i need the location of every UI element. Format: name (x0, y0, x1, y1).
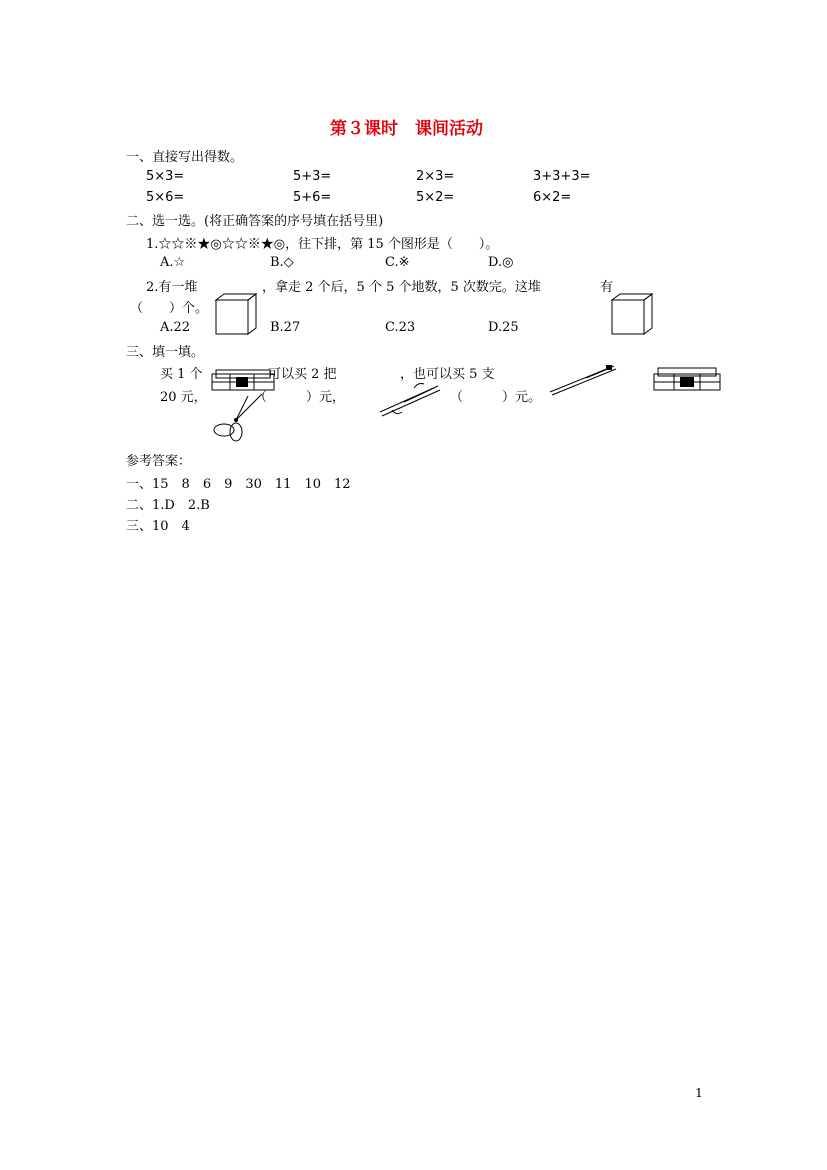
section3-heading: 三、填一填。 (126, 345, 205, 360)
fill-line2a: 20 元， (160, 390, 207, 405)
fill-line1a: 买 1 个 (160, 367, 203, 382)
scissors-image (208, 392, 266, 442)
option-d: D.25 (488, 320, 519, 335)
option-b: B.◇ (270, 255, 294, 270)
option-b: B.27 (270, 320, 301, 335)
calc-item: 5+6= (293, 190, 332, 205)
pencil-case-image (652, 366, 724, 394)
calc-item: 5×6= (146, 190, 185, 205)
question-2-part3: 有 (600, 280, 614, 295)
question-1-text: 1.☆☆※★◎☆☆※★◎，往下排，第 15 个图形是（ ）。 (146, 237, 499, 252)
calc-item: 5×3= (146, 169, 185, 184)
option-d: D.◎ (488, 255, 514, 270)
option-a: A.☆ (160, 255, 186, 270)
page-title: 第３课时 课间活动 (330, 119, 483, 139)
calc-item: 2×3= (416, 169, 455, 184)
calc-item: 6×2= (533, 190, 572, 205)
question-2-part2: ，拿走 2 个后，5 个 5 个地数，5 次数完。这堆 (262, 280, 541, 295)
section1-heading: 一、直接写出得数。 (126, 150, 244, 165)
fill-line2c: （ ）元。 (450, 390, 542, 405)
pen-image (546, 362, 618, 396)
answers-heading: 参考答案： (126, 454, 192, 469)
fill-line2b: （ ）元， (254, 390, 346, 405)
option-c: C.※ (385, 255, 410, 270)
pencil-case-image (210, 368, 278, 394)
question-2-part1: 2.有一堆 (146, 280, 198, 295)
fill-line1c: ，也可以买 5 支 (400, 367, 495, 382)
page-number: 1 (695, 1085, 703, 1100)
calc-item: 5+3= (293, 169, 332, 184)
option-c: C.23 (385, 320, 416, 335)
cube-image (214, 292, 258, 336)
question-2-part4: （ ）个。 (130, 301, 209, 316)
answer-line: 一、15 8 6 9 30 11 10 12 (126, 477, 351, 492)
fill-line1b: 可以买 2 把 (268, 367, 337, 382)
section2-heading: 二、选一选。(将正确答案的序号填在括号里) (126, 214, 384, 229)
calc-item: 3+3+3= (533, 169, 591, 184)
cube-image (610, 292, 654, 336)
option-a: A.22 (160, 320, 191, 335)
pen-image (374, 380, 444, 420)
calc-item: 5×2= (416, 190, 455, 205)
answer-line: 二、1.D 2.B (126, 498, 210, 513)
answer-line: 三、10 4 (126, 519, 190, 534)
